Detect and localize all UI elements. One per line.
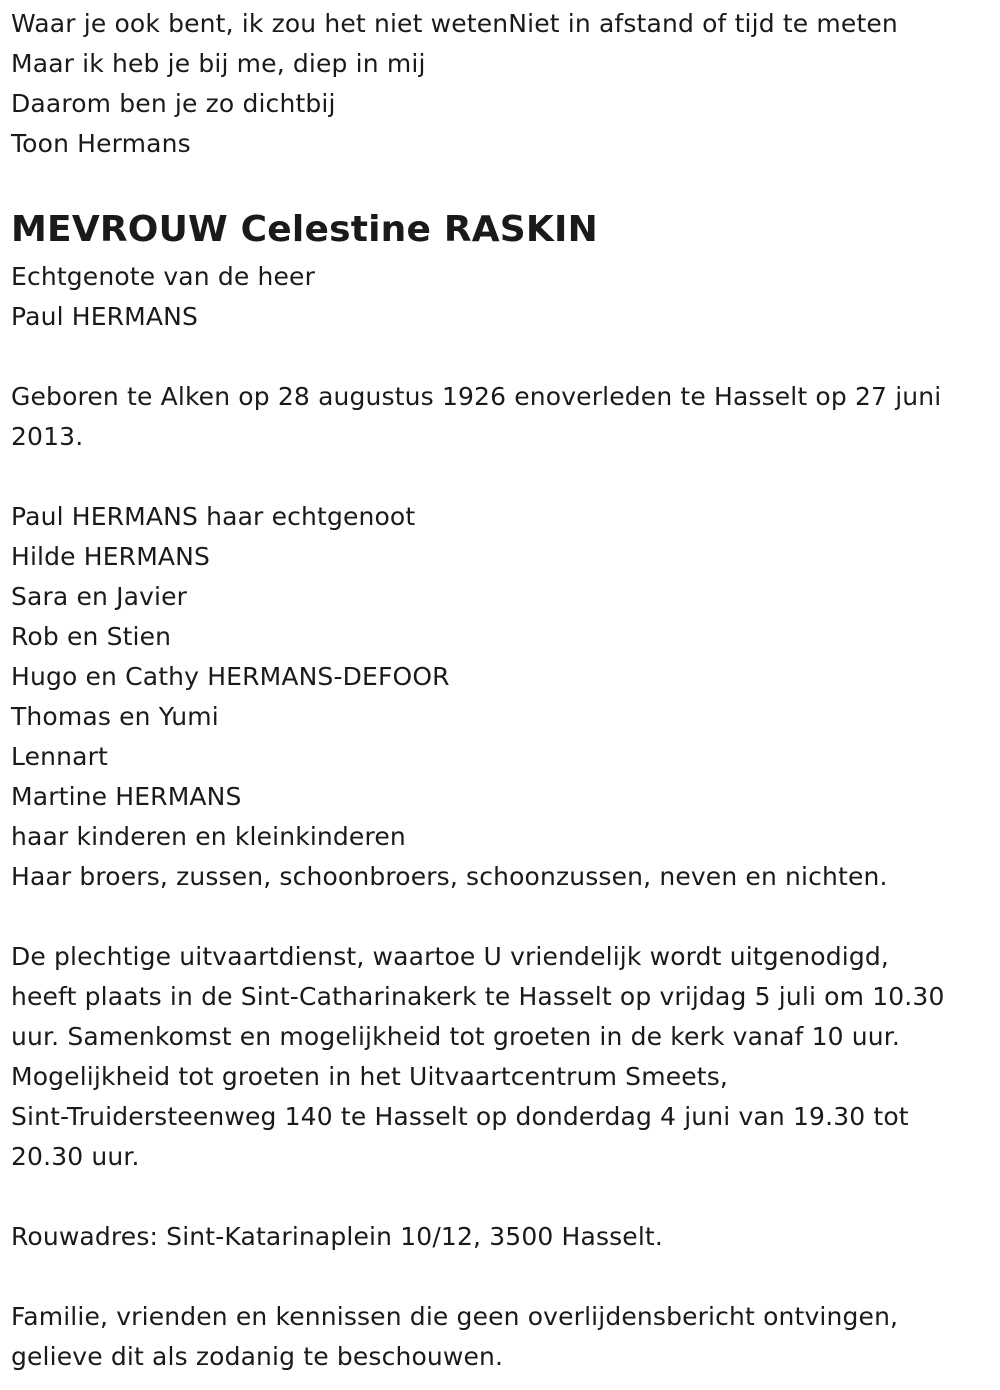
family-line: Paul HERMANS haar echtgenoot bbox=[11, 502, 416, 531]
service-line: Sint-Truidersteenweg 140 te Hasselt op donderdag 4 juni van 19.30 tot bbox=[11, 1102, 909, 1131]
birth-death-line: 2013. bbox=[11, 422, 84, 451]
spacer bbox=[11, 1177, 996, 1217]
closing-paragraph bbox=[11, 1297, 996, 1377]
family-line: Thomas en Yumi bbox=[11, 702, 219, 731]
family-line: haar kinderen en kleinkinderen bbox=[11, 822, 406, 851]
service-paragraph bbox=[11, 937, 996, 1177]
closing-line: Familie, vrienden en kennissen die geen overlijdensbericht ontvingen, bbox=[11, 1302, 899, 1331]
poem-line: Waar je ook bent, ik zou het niet wetenNiet in afstand of tijd te meten bbox=[11, 9, 898, 38]
family-line: Hugo en Cathy HERMANS-DEFOOR bbox=[11, 662, 450, 691]
service-line: heeft plaats in de Sint-Catharinakerk te Hasselt op vrijdag 5 juli om 10.30 bbox=[11, 982, 945, 1011]
deceased-name-heading: MEVROUW Celestine RASKIN bbox=[11, 209, 598, 250]
family-line: Rob en Stien bbox=[11, 622, 172, 651]
spacer bbox=[11, 457, 996, 497]
service-line: De plechtige uitvaartdienst, waartoe U vriendelijk wordt uitgenodigd, bbox=[11, 942, 890, 971]
service-line: Mogelijkheid tot groeten in het Uitvaartcentrum Smeets, bbox=[11, 1062, 728, 1091]
service-line: 20.30 uur. bbox=[11, 1142, 140, 1171]
spouse-name: Paul HERMANS bbox=[11, 302, 199, 331]
family-line: Martine HERMANS bbox=[11, 782, 242, 811]
mourning-address: Rouwadres: Sint-Katarinaplein 10/12, 3500 Hasselt. bbox=[11, 1222, 663, 1251]
family-list bbox=[11, 497, 996, 897]
poem bbox=[11, 4, 996, 164]
spacer bbox=[11, 1257, 996, 1297]
spouse-line: Echtgenote van de heer bbox=[11, 262, 315, 291]
spacer bbox=[11, 337, 996, 377]
family-line: Haar broers, zussen, schoonbroers, schoonzussen, neven en nichten. bbox=[11, 862, 888, 891]
poem-line: Daarom ben je zo dichtbij bbox=[11, 89, 336, 118]
family-line: Sara en Javier bbox=[11, 582, 188, 611]
family-line: Hilde HERMANS bbox=[11, 542, 211, 571]
birth-death-line: Geboren te Alken op 28 augustus 1926 enoverleden te Hasselt op 27 juni bbox=[11, 382, 942, 411]
closing-line: gelieve dit als zodanig te beschouwen. bbox=[11, 1342, 504, 1371]
spacer bbox=[11, 897, 996, 937]
birth-death-paragraph bbox=[11, 377, 996, 457]
poem-line: Maar ik heb je bij me, diep in mij bbox=[11, 49, 426, 78]
family-line: Lennart bbox=[11, 742, 109, 771]
poem-author: Toon Hermans bbox=[11, 129, 191, 158]
obituary-notice bbox=[11, 0, 996, 1377]
service-line: uur. Samenkomst en mogelijkheid tot groeten in de kerk vanaf 10 uur. bbox=[11, 1022, 901, 1051]
spouse-block bbox=[11, 257, 996, 337]
